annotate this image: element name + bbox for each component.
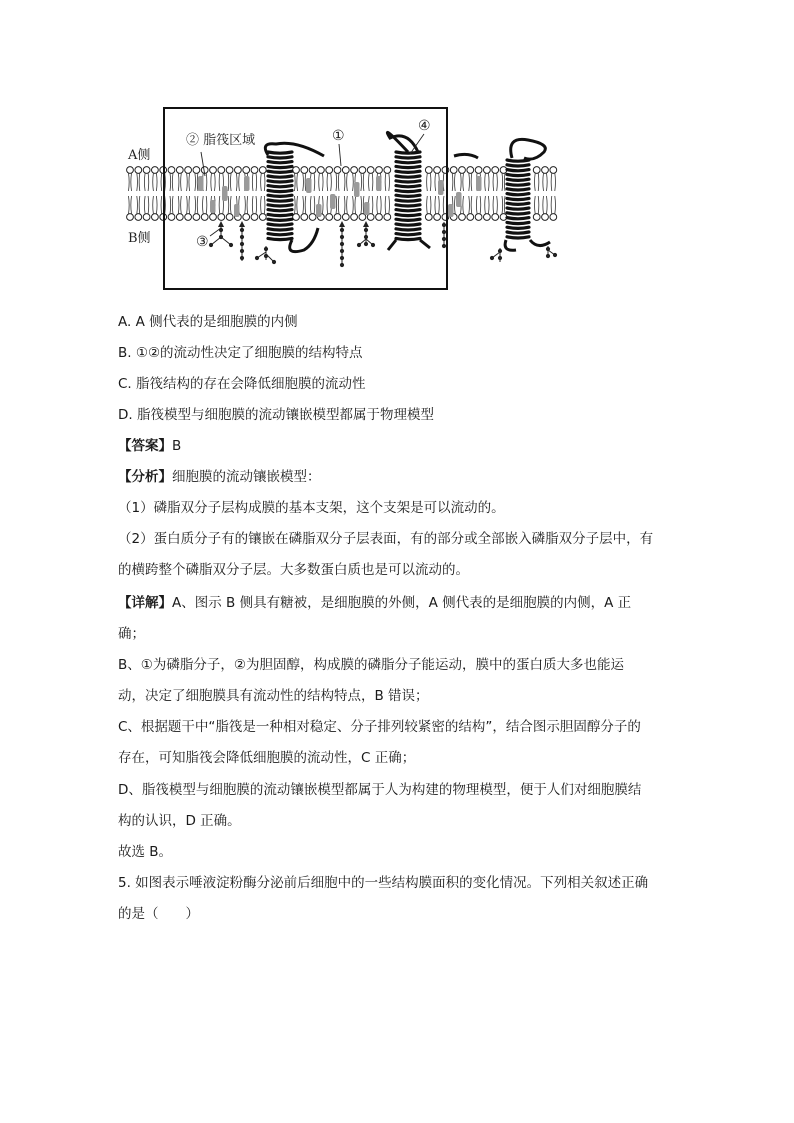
detail-line-5: C、根据题干中“脂筏是一种相对稳定、分子排列较紧密的结构”，结合图示胆固醇分子的	[118, 719, 641, 735]
cholesterol	[234, 204, 240, 217]
glyco-anchor	[239, 221, 245, 227]
phospholipid-head	[542, 167, 549, 174]
detail-line-6: 存在，可知脂筏会降低细胞膜的流动性，C 正确；	[118, 750, 416, 766]
lipid-tail	[187, 173, 190, 191]
sugar-unit	[240, 242, 244, 246]
lipid-tail	[261, 173, 265, 191]
phospholipid-head	[384, 214, 391, 221]
sugar-unit	[357, 243, 361, 247]
phospholipid-head	[475, 167, 482, 174]
lipid-tail	[353, 196, 356, 214]
protein-loop	[290, 228, 318, 252]
detail-text-1: A、图示 B 侧具有糖被，是细胞膜的外侧，A 侧代表的是细胞膜的内侧，A 正	[172, 595, 632, 611]
lipid-tail	[295, 173, 298, 191]
lipid-tail	[144, 196, 148, 214]
phospholipid-head	[459, 167, 466, 174]
sugar-unit	[364, 235, 368, 239]
cholesterol	[316, 204, 322, 217]
sugar-unit	[490, 256, 494, 260]
label-4: ④	[418, 118, 431, 134]
lipid-tail	[427, 173, 431, 191]
analysis-tag: 【分析】	[118, 469, 172, 485]
cholesterol	[244, 176, 250, 191]
phospholipid-head	[484, 167, 491, 174]
glyco-anchor	[218, 221, 224, 227]
phospholipid-head	[309, 214, 316, 221]
phospholipid-head	[218, 167, 225, 174]
lipid-tail	[461, 173, 464, 191]
phospholipid-head	[293, 214, 300, 221]
lipid-tail	[469, 196, 472, 214]
phospholipid-head	[434, 214, 441, 221]
phospholipid-head	[185, 214, 192, 221]
cholesterol	[354, 182, 360, 197]
sugar-unit	[498, 256, 502, 260]
lipid-tail	[303, 196, 306, 214]
question-5-line-2: 的是（ ）	[118, 906, 199, 922]
cholesterol	[376, 176, 382, 191]
leader-line-3	[210, 228, 221, 236]
protein-loop	[454, 154, 478, 158]
cholesterol	[448, 204, 454, 217]
label-3: ③	[196, 234, 209, 250]
phospholipid-head	[301, 214, 308, 221]
option-c: C. 脂筏结构的存在会降低细胞膜的流动性	[118, 376, 366, 392]
lipid-tail	[535, 196, 539, 214]
cholesterol	[306, 178, 312, 193]
answer-line	[118, 437, 181, 455]
sugar-unit	[272, 260, 276, 264]
protein-loop	[505, 240, 550, 250]
sugar-unit	[340, 228, 344, 232]
phospholipid-head	[168, 214, 175, 221]
cholesterol	[364, 202, 370, 215]
question-5-line-1: 5. 如图表示唾液淀粉酶分泌前后细胞中的一些结构膜面积的变化情况。下列相关叙述正确	[118, 875, 649, 891]
analysis-intro: 细胞膜的流动镶嵌模型：	[172, 469, 321, 485]
sugar-unit	[371, 243, 375, 247]
sugar-unit	[340, 249, 344, 253]
cholesterol	[438, 180, 444, 195]
sugar-unit	[553, 253, 557, 257]
phospholipid-head	[326, 214, 333, 221]
sugar-unit	[364, 242, 368, 246]
cholesterol	[222, 186, 228, 201]
lipid-tail	[195, 196, 198, 214]
lipid-tail	[327, 173, 331, 191]
option-b: B. ①②的流动性决定了细胞膜的结构特点	[118, 345, 363, 361]
lipid-tail	[435, 196, 439, 214]
phospholipid-head	[127, 214, 134, 221]
phospholipid-head	[301, 167, 308, 174]
sugar-unit	[442, 244, 446, 248]
detail-line-8: 构的认识，D 正确。	[118, 813, 241, 829]
sugar-unit	[240, 228, 244, 232]
phospholipid-head	[342, 214, 349, 221]
lipid-tail	[493, 196, 497, 214]
glyco-anchor	[363, 221, 369, 227]
sugar-unit	[240, 235, 244, 239]
lipid-tail	[361, 173, 364, 191]
phospholipid-head	[293, 167, 300, 174]
phospholipid-head	[193, 214, 200, 221]
detail-line-4: 动，决定了细胞膜具有流动性的结构特点，B 错误；	[118, 688, 429, 704]
sugar-unit	[340, 235, 344, 239]
analysis-point-2-cont: 的横跨整个磷脂双分子层。大多数蛋白质也是可以流动的。	[118, 562, 469, 578]
lipid-tail	[485, 173, 489, 191]
sugar-unit	[255, 256, 259, 260]
phospholipid-head	[425, 214, 432, 221]
lipid-tail	[469, 173, 472, 191]
label-a-side: A侧	[128, 148, 151, 163]
lipid-tail	[211, 173, 215, 191]
phospholipid-head	[193, 167, 200, 174]
lipid-tail	[129, 173, 132, 191]
phospholipid-head	[152, 167, 159, 174]
phospholipid-head	[384, 167, 391, 174]
phospholipid-head	[550, 214, 557, 221]
lipid-tail	[493, 173, 497, 191]
lipid-tail	[344, 196, 347, 214]
lipid-tail	[427, 196, 431, 214]
option-d: D. 脂筏模型与细胞膜的流动镶嵌模型都属于物理模型	[118, 407, 434, 423]
lipid-tail	[178, 173, 181, 191]
phospholipid-head	[492, 167, 499, 174]
detail-line-2: 确；	[118, 626, 145, 642]
lipid-tail	[178, 196, 181, 214]
lipid-tail	[543, 196, 547, 214]
lipid-tail	[385, 173, 389, 191]
lipid-tail	[170, 173, 173, 191]
phospholipid-head	[259, 167, 266, 174]
detail-tag: 【详解】	[118, 595, 172, 611]
phospholipid-head	[351, 214, 358, 221]
lipid-tail	[543, 173, 547, 191]
sugar-unit	[340, 256, 344, 260]
lipid-tail	[377, 196, 381, 214]
phospholipid-head	[450, 167, 457, 174]
label-b-side: B侧	[128, 231, 151, 246]
protein-helix	[268, 152, 292, 240]
phospholipid-head	[176, 167, 183, 174]
lipid-tail	[319, 173, 323, 191]
sugar-unit	[240, 249, 244, 253]
sugar-unit	[229, 243, 233, 247]
lipid-tail	[551, 173, 555, 191]
lipid-tail	[137, 196, 140, 214]
lipid-tail	[344, 173, 347, 191]
phospholipid-head	[127, 167, 134, 174]
lipid-tail	[144, 173, 148, 191]
lipid-tail	[195, 173, 198, 191]
phospholipid-head	[210, 214, 217, 221]
lipid-tail	[245, 196, 248, 214]
phospholipid-head	[251, 167, 258, 174]
cholesterol	[210, 200, 216, 213]
cholesterol	[198, 176, 204, 191]
lipid-tail	[170, 196, 173, 214]
lipid-tail	[336, 196, 339, 214]
phospholipid-head	[135, 214, 142, 221]
answer-tag: 【答案】	[118, 438, 172, 454]
analysis-point-1: （1）磷脂双分子层构成膜的基本支架，这个支架是可以流动的。	[118, 500, 505, 516]
phospholipid-head	[226, 214, 233, 221]
lipid-tail	[129, 196, 132, 214]
lipid-tail	[502, 196, 505, 214]
phospholipid-head	[135, 167, 142, 174]
lipid-tail	[310, 196, 314, 214]
phospholipid-head	[359, 214, 366, 221]
phospholipid-head	[235, 167, 242, 174]
phospholipid-head	[359, 167, 366, 174]
leader-line-1	[339, 144, 341, 166]
protein-helix	[396, 152, 420, 240]
detail-line-7: D、脂筏模型与细胞膜的流动镶嵌模型都属于人为构建的物理模型，便于人们对细胞膜结	[118, 782, 642, 798]
phospholipid-head	[542, 214, 549, 221]
sugar-unit	[364, 228, 368, 232]
phospholipid-head	[176, 214, 183, 221]
phospholipid-head	[185, 167, 192, 174]
lipid-tail	[336, 173, 339, 191]
phospholipid-head	[550, 167, 557, 174]
detail-line-1	[118, 594, 631, 612]
sugar-unit	[240, 256, 244, 260]
label-raft: ② 脂筏区域	[186, 133, 256, 148]
phospholipid-head	[226, 167, 233, 174]
detail-line-3: B、①为磷脂分子，②为胆固醇，构成膜的磷脂分子能运动，膜中的蛋白质大多也能运	[118, 657, 624, 673]
lipid-tail	[476, 196, 480, 214]
phospholipid-head	[143, 167, 150, 174]
lipid-tail	[369, 173, 373, 191]
lipid-tail	[137, 173, 140, 191]
cholesterol	[476, 176, 482, 191]
fluid-mosaic-membrane-diagram	[118, 100, 568, 295]
phospholipid-head	[367, 167, 374, 174]
lipid-tail	[385, 196, 389, 214]
phospholipid-head	[533, 167, 540, 174]
lipid-tail	[236, 173, 239, 191]
lipid-tail	[252, 173, 256, 191]
phospholipid-head	[218, 214, 225, 221]
lipid-tail	[485, 196, 489, 214]
phospholipid-head	[425, 167, 432, 174]
phospholipid-head	[243, 214, 250, 221]
protein-loop	[511, 139, 546, 159]
phospholipid-head	[351, 167, 358, 174]
option-a: A. A 侧代表的是细胞膜的内侧	[118, 314, 298, 330]
phospholipid-head	[334, 214, 341, 221]
lipid-tail	[535, 173, 539, 191]
phospholipid-head	[243, 167, 250, 174]
lipid-tail	[153, 173, 157, 191]
detail-conclusion: 故选 B。	[118, 844, 173, 860]
phospholipid-head	[459, 214, 466, 221]
lipid-tail	[303, 173, 306, 191]
lipid-tail	[261, 196, 265, 214]
sugar-unit	[442, 230, 446, 234]
answer-value: B	[172, 438, 182, 454]
phospholipid-head	[152, 214, 159, 221]
sugar-unit	[340, 242, 344, 246]
phospholipid-head	[318, 167, 325, 174]
phospholipid-head	[434, 167, 441, 174]
phospholipid-head	[492, 214, 499, 221]
phospholipid-head	[376, 214, 383, 221]
lipid-tail	[361, 196, 364, 214]
lipid-tail	[295, 196, 298, 214]
lipid-tail	[452, 173, 455, 191]
phospholipid-head	[475, 214, 482, 221]
phospholipid-head	[376, 167, 383, 174]
cholesterol	[456, 192, 462, 207]
sugar-unit	[209, 243, 213, 247]
analysis-line	[118, 468, 321, 486]
sugar-unit	[442, 237, 446, 241]
lipid-tail	[502, 173, 505, 191]
sugar-unit	[546, 254, 550, 258]
lipid-tail	[252, 196, 256, 214]
protein-helix	[507, 160, 529, 238]
phospholipid-head	[309, 167, 316, 174]
phospholipid-head	[467, 214, 474, 221]
phospholipid-head	[342, 167, 349, 174]
phospholipid-head	[259, 214, 266, 221]
glyco-anchor	[339, 221, 345, 227]
analysis-point-2: （2）蛋白质分子有的镶嵌在磷脂双分子层表面，有的部分或全部嵌入磷脂双分子层中，有	[118, 531, 654, 547]
sugar-unit	[340, 263, 344, 267]
lipid-tail	[228, 196, 231, 214]
phospholipid-head	[201, 214, 208, 221]
phospholipid-head	[210, 167, 217, 174]
phospholipid-head	[251, 214, 258, 221]
membrane-figure	[118, 100, 568, 295]
label-1: ①	[332, 128, 345, 144]
lipid-tail	[228, 173, 231, 191]
phospholipid-head	[467, 167, 474, 174]
phospholipid-head	[168, 167, 175, 174]
phospholipid-head	[334, 167, 341, 174]
sugar-unit	[264, 247, 268, 251]
phospholipid-head	[484, 214, 491, 221]
protein-loop	[388, 240, 430, 250]
phospholipid-head	[326, 167, 333, 174]
phospholipid-head	[143, 214, 150, 221]
sugar-unit	[442, 223, 446, 227]
phospholipid-head	[533, 214, 540, 221]
lipid-tail	[187, 196, 190, 214]
lipid-tail	[551, 196, 555, 214]
lipid-tail	[153, 196, 157, 214]
lipid-tail	[203, 196, 207, 214]
cholesterol	[330, 194, 336, 209]
